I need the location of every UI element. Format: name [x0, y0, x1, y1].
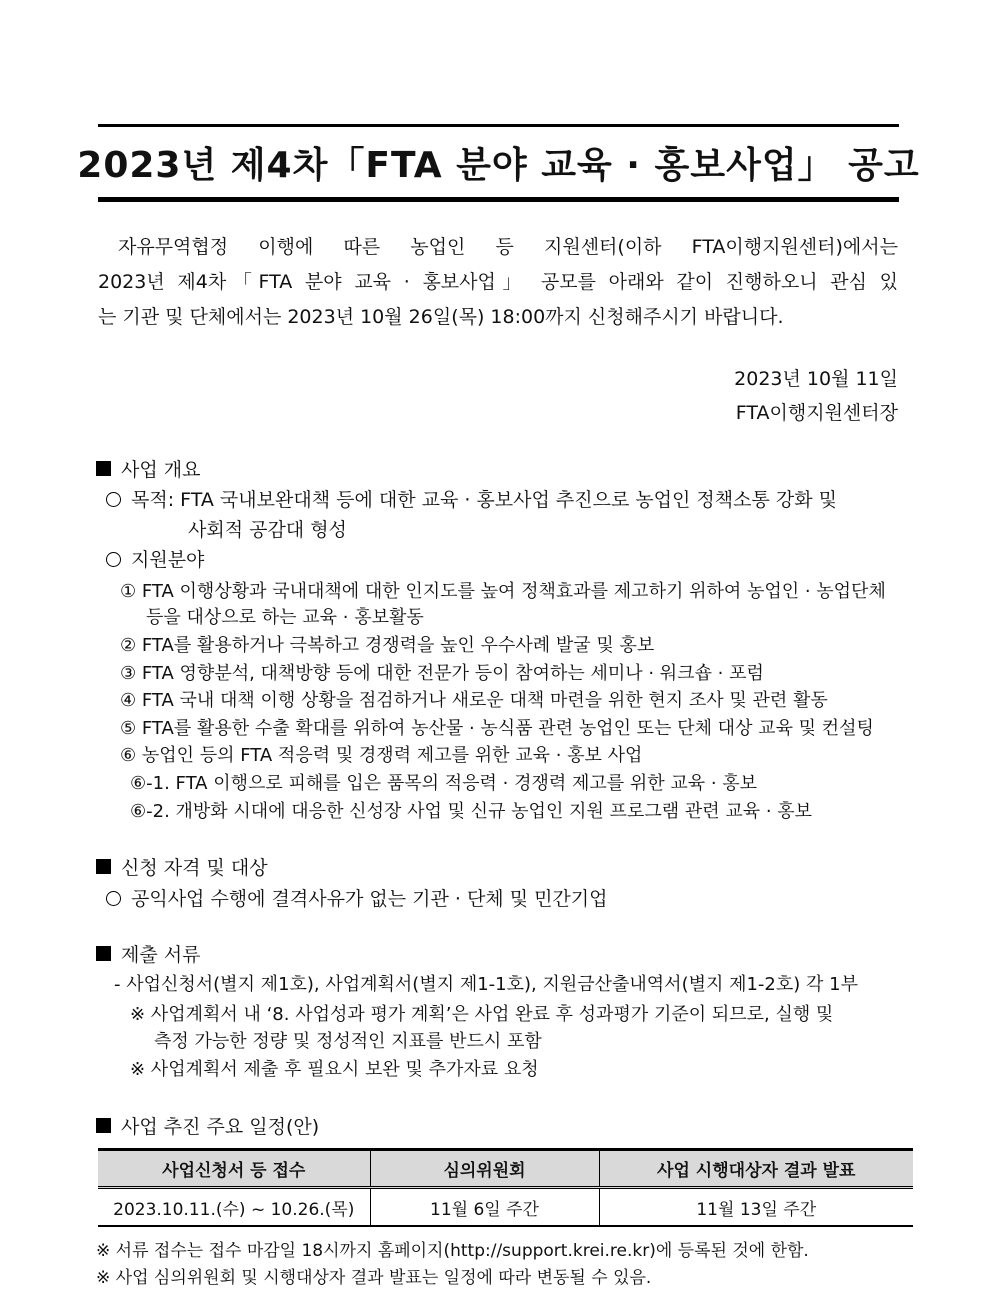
schedule-note: ※ 서류 접수는 접수 마감일 18시까지 홈페이지(http://support.krei.re.kr)에 등록된 것에 한함.	[96, 1241, 809, 1261]
item-text: FTA를 활용한 수출 확대를 위하여 농산물 · 농식품 관련 농업인 또는 단체 대상 교육 및 컨설팅	[141, 718, 874, 739]
purpose-continued: 사회적 공감대 형성	[188, 519, 347, 541]
intro-line-2: 2023년 제4차「FTA 분야 교육 · 홍보사업」 공모를 아래와 같이 진행하오니 관심 있	[98, 271, 898, 293]
item-number: ④	[120, 690, 137, 711]
list-item	[120, 659, 764, 685]
table-row	[98, 1188, 913, 1227]
square-bullet-icon	[96, 859, 111, 874]
circle-bullet-icon	[106, 552, 121, 567]
list-item	[120, 686, 828, 712]
support-field-label: 지원분야	[131, 549, 205, 571]
title-bar	[77, 124, 920, 202]
item-text: FTA 영향분석, 대책방향 등에 대한 전문가 등이 참여하는 세미나 · 워크숍 · 포럼	[141, 663, 764, 684]
item-text: FTA 국내 대책 이행 상황을 점검하거나 새로운 대책 마련을 위한 현지 조사 및 관련 활동	[141, 690, 828, 711]
purpose-row	[106, 485, 898, 512]
purpose-text: FTA 국내보완대책 등에 대한 교육 · 홍보사업 추진으로 농업인 정책소통 강화 및	[180, 489, 837, 511]
section-heading-text: 신청 자격 및 대상	[121, 857, 268, 879]
table-cell: 11월 13일 주간	[599, 1188, 913, 1227]
section-eligibility-heading	[96, 853, 268, 880]
item-text: FTA를 활용하거나 극복하고 경쟁력을 높인 우수사례 발굴 및 홍보	[141, 635, 655, 656]
table-cell: 2023.10.11.(수) ~ 10.26.(목)	[98, 1188, 370, 1227]
schedule-note: ※ 사업 심의위원회 및 시행대상자 결과 발표는 일정에 따라 변동될 수 있음.	[96, 1268, 652, 1288]
item-text: 농업인 등의 FTA 적응력 및 경쟁력 제고를 위한 교육 · 홍보 사업	[141, 745, 643, 766]
table-header-cell: 심의위원회	[370, 1150, 599, 1188]
documents-note: ※ 사업계획서 내 ‘8. 사업성과 평가 계획’은 사업 완료 후 성과평가 기준이 되므로, 실행 및	[130, 1004, 834, 1025]
eligibility-item	[106, 884, 608, 911]
item-number: ②	[120, 635, 137, 656]
table-header-row	[98, 1150, 913, 1188]
table-header-cell: 사업신청서 등 접수	[98, 1150, 370, 1188]
section-heading-text: 사업 개요	[121, 459, 201, 481]
section-heading-text: 사업 추진 주요 일정(안)	[121, 1116, 320, 1138]
section-documents-heading	[96, 940, 200, 967]
item-number: ③	[120, 663, 137, 684]
list-item	[120, 631, 654, 657]
section-overview-heading	[96, 455, 200, 482]
square-bullet-icon	[96, 946, 111, 961]
announcement-date: 2023년 10월 11일	[734, 368, 898, 390]
sub-list-item: ⑥-2. 개방화 시대에 대응한 신성장 사업 및 신규 농업인 지원 프로그램 관련 교육 · 홍보	[130, 801, 813, 822]
square-bullet-icon	[96, 1118, 111, 1133]
circle-bullet-icon	[106, 891, 121, 906]
section-heading-text: 제출 서류	[121, 944, 201, 966]
table-cell: 11월 6일 주간	[370, 1188, 599, 1227]
issuer-name: FTA이행지원센터장	[735, 402, 898, 424]
list-item-continued: 등을 대상으로 하는 교육 · 홍보활동	[146, 607, 424, 628]
page-title: 2023년 제4차「FTA 분야 교육 · 홍보사업」 공고	[77, 144, 920, 186]
support-field-row	[106, 545, 204, 572]
list-item	[120, 577, 886, 603]
table-header-cell: 사업 시행대상자 결과 발표	[599, 1150, 913, 1188]
item-number: ⑥	[120, 745, 137, 766]
documents-note-continued: 측정 가능한 정량 및 정성적인 지표를 반드시 포함	[154, 1031, 542, 1052]
intro-line-3: 는 기관 및 단체에서는 2023년 10월 26일(목) 18:00까지 신청해주시기 바랍니다.	[98, 306, 784, 328]
documents-item: - 사업신청서(별지 제1호), 사업계획서(별지 제1-1호), 지원금산출내역서(별지 제1-2호) 각 1부	[114, 974, 858, 995]
eligibility-text: 공익사업 수행에 결격사유가 없는 기관 · 단체 및 민간기업	[131, 888, 608, 910]
item-number: ⑤	[120, 718, 137, 739]
intro-paragraph	[98, 230, 898, 335]
purpose-label: 목적:	[131, 489, 175, 511]
section-schedule-heading	[96, 1112, 319, 1139]
item-number: ①	[120, 581, 137, 602]
square-bullet-icon	[96, 461, 111, 476]
sub-list-item: ⑥-1. FTA 이행으로 피해를 입은 품목의 적응력 · 경쟁력 제고를 위한 교육 · 홍보	[130, 773, 758, 794]
documents-note: ※ 사업계획서 제출 후 필요시 보완 및 추가자료 요청	[130, 1059, 539, 1080]
item-text: FTA 이행상황과 국내대책에 대한 인지도를 높여 정책효과를 제고하기 위하여 농업인 · 농업단체	[141, 581, 886, 602]
circle-bullet-icon	[106, 492, 121, 507]
list-item	[120, 741, 642, 767]
schedule-table	[98, 1148, 913, 1227]
list-item	[120, 714, 874, 740]
intro-line-1: 자유무역협정 이행에 따른 농업인 등 지원센터(이하 FTA이행지원센터)에서는	[118, 236, 898, 258]
